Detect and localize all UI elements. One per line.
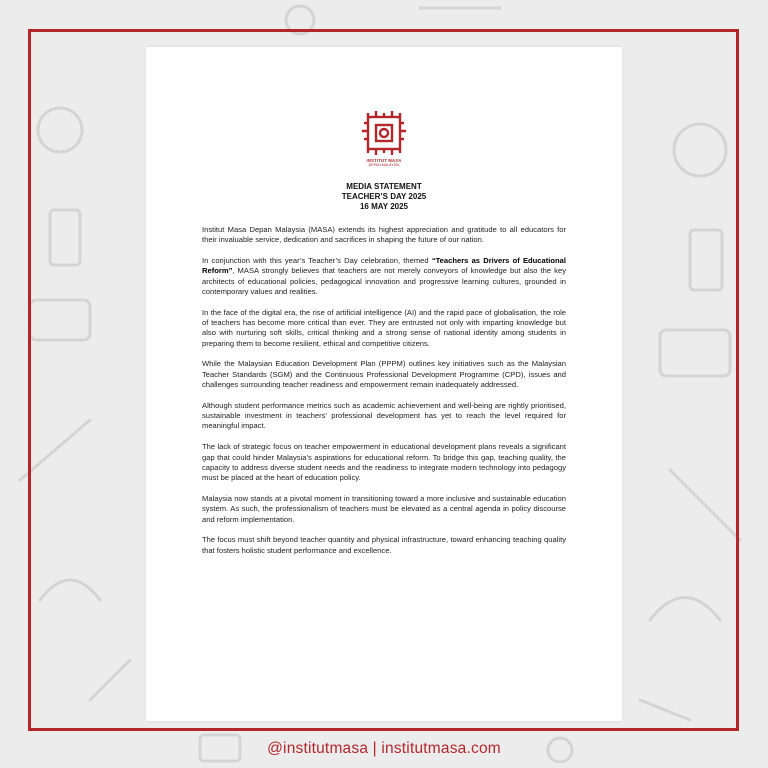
paragraph-2-intro: In conjunction with this year’s Teacher’s Day celebration, themed <box>202 256 432 266</box>
paragraph-3: In the face of the digital era, the rise of artificial intelligence (AI) and the rapid pace of globalisation, the role of teachers has become more critical than ever. They are entrusted not only with imparting knowledge but also with nurturing soft skills, critical thinking and a strong sense of national identity among students in preparing them to become resilient, ethical and competitive citizens. <box>202 307 566 348</box>
paragraph-2 <box>202 256 566 297</box>
paragraph-8: The focus must shift beyond teacher quantity and physical infrastructure, toward enhancing teaching quality that fosters holistic student performance and excellence. <box>202 535 566 555</box>
document-body <box>202 225 566 566</box>
theme-text: “Teachers as Drivers of Educational Reform” <box>202 256 566 276</box>
document-heading <box>146 182 622 212</box>
logo-wordmark <box>342 158 426 168</box>
heading-line-1: MEDIA STATEMENT <box>346 182 422 191</box>
heading-line-2: TEACHER’S DAY 2025 <box>341 192 427 201</box>
paragraph-1: Institut Masa Depan Malaysia (MASA) extends its highest appreciation and gratitude to all educators for their invaluable service, dedication and sacrifices in shaping the future of our nation. <box>202 225 566 245</box>
paragraph-7: Malaysia now stands at a pivotal moment in transitioning toward a more inclusive and sustainable education system. As such, the professionalism of teachers must be elevated as a central agenda in policy discourse and reform implementation. <box>202 493 566 524</box>
footer-social-link[interactable]: @institutmasa | institutmasa.com <box>267 740 501 757</box>
paragraph-6: The lack of strategic focus on teacher empowerment in educational development plans reveals a significant gap that could hinder Malaysia’s aspirations for educational reform. To bridge this gap, teaching quality, the capacity to address diverse student needs and the readiness to integrate modern technology into pedagogy must be placed at the heart of education policy. <box>202 442 566 483</box>
logo-name: INSTITUT MASA <box>366 158 402 163</box>
heading-line-3: 16 MAY 2025 <box>359 202 409 211</box>
paragraph-2-rest: , MASA strongly believes that teachers are not merely conveyors of knowledge but also the key architects of educational policies, pedagogical innovation and progressive learning cultures, grounded in contemporary values and realities. <box>202 266 566 296</box>
masa-logo-icon <box>362 109 406 157</box>
paragraph-4: While the Malaysian Education Development Plan (PPPM) outlines key initiatives such as the Malaysian Teacher Standards (SGM) and the Continuous Professional Development Programme (CPD), issues and challenges surrounding teacher readiness and empowerment remain inadequately addressed. <box>202 359 566 390</box>
document-page <box>146 47 622 721</box>
paragraph-5: Although student performance metrics such as academic achievement and well-being are rightly prioritised, sustainable investment in teachers’ professional development has yet to reach the level required for meaningful impact. <box>202 400 566 431</box>
logo-subname: DEPAN MALAYSIA <box>368 163 400 167</box>
